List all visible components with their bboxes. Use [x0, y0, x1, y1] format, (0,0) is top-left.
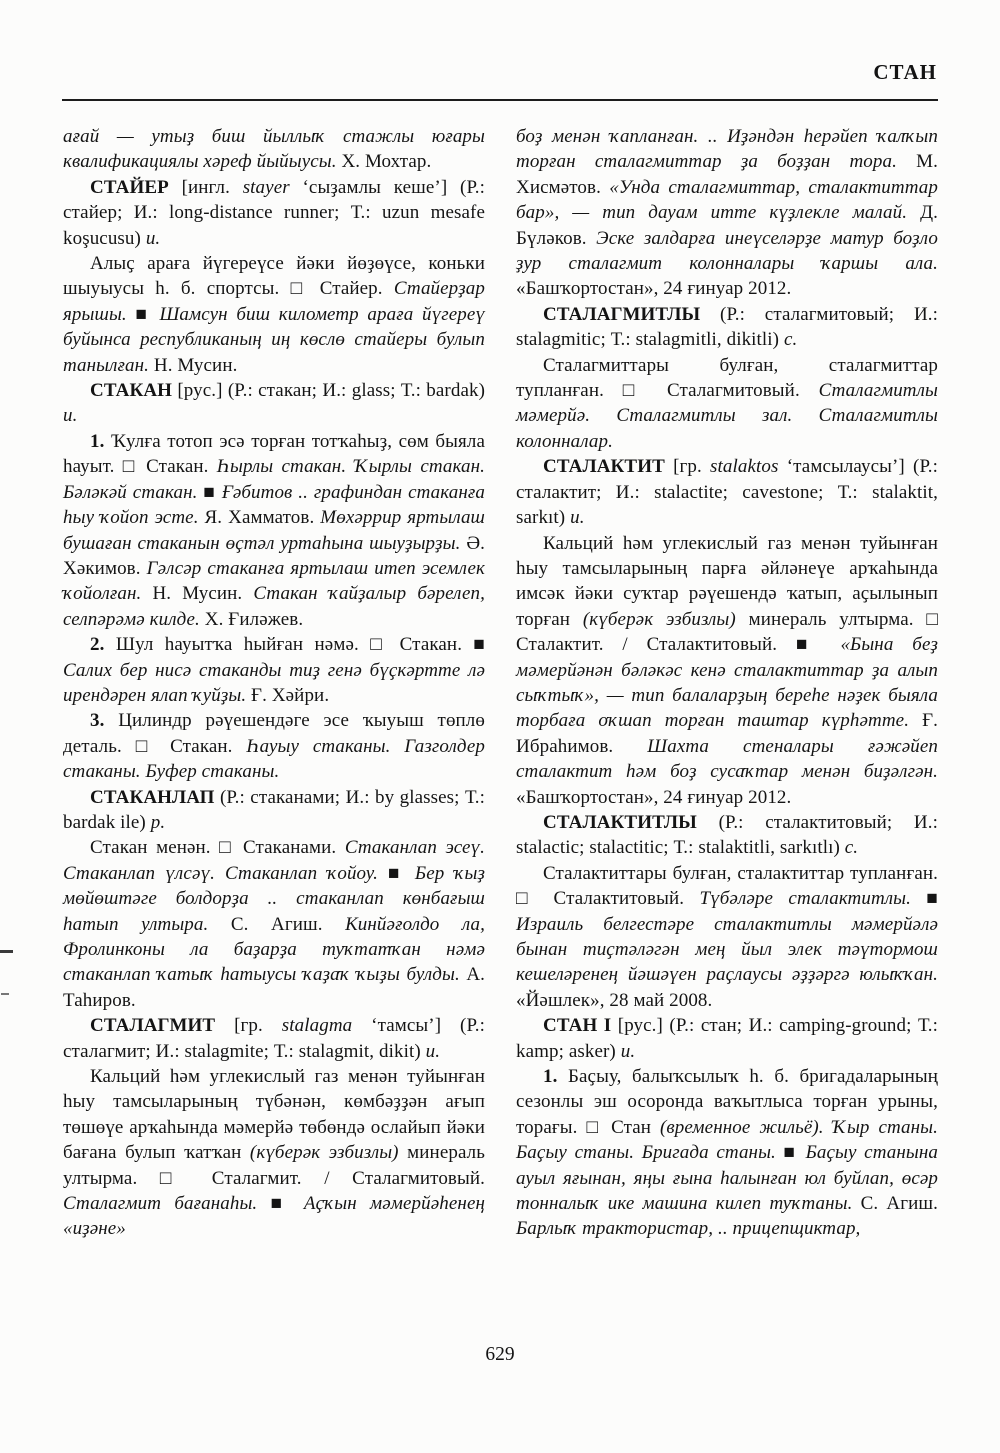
text-segment: С. Агиш.: [230, 913, 346, 935]
text-segment: и.: [145, 227, 161, 249]
entry-paragraph: [63, 175, 485, 251]
text-segment: Израиль белгестәре сталактитлы мәмерйәлә бынан тиҫтәләгән мең йыл элек тәүтормош кешеләренең йәшәүен раҫлаусы әҙҙәргә юлыҡҡан.: [516, 913, 938, 986]
text-segment: Стакан ҡайҙалыр бәрелеп, селпәрәмә килде.: [63, 583, 486, 630]
text-segment: [ингл.: [181, 176, 243, 198]
text-segment: и.: [570, 507, 585, 529]
text-segment: Сталактиттары булған, сталактиттар тупланған. □ Сталактитовый.: [516, 862, 938, 910]
text-segment: [гр.: [234, 1015, 282, 1037]
text-segment: [гр.: [673, 456, 711, 478]
text-segment: С. Агиш.: [860, 1193, 938, 1215]
text-segment: Түбәләре сталактитлы.: [699, 888, 927, 910]
text-segment: Сталагмитлы мәмерйә. Сталагмитлы зал. Сталагмитлы колонналар.: [516, 380, 938, 452]
entry-paragraph: [63, 1013, 485, 1064]
text-segment: [рус.] (Р.: стан; И.: camping-ground; Т.: kamp; asker): [516, 1015, 938, 1062]
text-segment: Шахта стеналары ғәжәйеп сталактит һәм боҙ сусаҡтар менән биҙәлгән.: [516, 735, 938, 783]
text-segment: Барлыҡ трактористар, .. прицепщиктар,: [516, 1218, 861, 1240]
left-column: [63, 124, 485, 1242]
entry-paragraph: [516, 861, 938, 1013]
text-segment: 3.: [90, 710, 119, 732]
text-segment: Бер ҡыҙ мөйөштәге болдорҙа .. стаканлап көнбағыш һатып ултыра.: [63, 862, 485, 935]
text-segment: (Р.: сталактитовый; И.: stalactic; stalactitic; Т.: stalaktitli, sarkıtlı): [516, 811, 938, 859]
entry-paragraph: [63, 429, 485, 632]
entry-paragraph: [63, 785, 485, 836]
text-segment: Сталагмиттары булған, сталагмиттар тупланған. □ Сталагмитовый.: [516, 354, 938, 402]
text-segment: СТАЛАГМИТЛЫ: [543, 303, 721, 325]
text-segment: Шамсун биш километр араға йүгереү буйынса республиканың иң көслө стайеры булып танылған.: [63, 303, 485, 376]
text-segment: Х. Ғиләжев.: [204, 608, 304, 630]
text-segment: ■: [783, 1142, 806, 1164]
text-segment: Ғ. Хәйри.: [251, 684, 330, 706]
text-segment: Кальций һәм углекислый газ менән туйынған һыу тамсыларының парға әйләнеүе арҡаһында имсәк йәки суҡтар рәүешендә ҡатып, аҫылынып торған: [516, 532, 938, 630]
text-segment: (Р.: стаканами; И.: by glasses; Т.: bardak ile): [63, 786, 485, 833]
right-column: [516, 124, 938, 1242]
text-segment: Гәлсәр стаканға яртылаш итеп эсемлек ҡойолған.: [63, 557, 485, 605]
entry-paragraph: [516, 531, 938, 810]
text-segment: Цилиндр рәүешендәге эсе ҡыуыш төплө деталь. □ Стакан.: [63, 710, 485, 757]
text-segment: Һырлы стакан. Ҡырлы стакан. Бәләкәй стакан.: [63, 456, 485, 503]
text-segment: stalaktos: [710, 456, 787, 478]
text-segment: М. Хисмәтов.: [516, 151, 938, 198]
text-segment: (Р.: сталагмитовый; И.: stalagmitic; Т.: stalagmitli, dikitli): [516, 303, 938, 351]
running-head: [63, 60, 937, 85]
text-segment: и.: [620, 1040, 636, 1062]
text-segment: и.: [63, 405, 78, 427]
text-segment: ■: [135, 303, 160, 325]
text-segment: Мөхәррир яртылаш бушаған стаканын өҫтәл уртаһына шыуҙырҙы.: [63, 507, 485, 554]
text-segment: Баҫыу станына ауыл яғынан, яңы ғына һалынған юл буйлап, өсәр тонналыҡ ике машина килеп туҡтаны.: [516, 1142, 938, 1215]
text-segment: ■: [926, 888, 938, 910]
text-segment: ‘тамсылаусы’] (Р.: сталактит; И.: stalactite; cavestone; Т.: stalaktit, sarkıt): [516, 456, 938, 529]
page-number: 629: [485, 1344, 515, 1365]
text-segment: Н. Мусин.: [152, 583, 254, 605]
entry-paragraph: [63, 251, 485, 378]
text-segment: р.: [150, 811, 166, 833]
margin-artifact-dash-small: [1, 993, 9, 995]
text-segment: «Унда сталагмиттар, сталактиттар бар», — тип дауам итте күҙлекле малай.: [516, 176, 938, 224]
text-segment: СТАН I: [543, 1015, 618, 1037]
text-segment: stalagma: [281, 1015, 372, 1037]
text-segment: Салих бер нисә стаканды тиҙ генә бүҫкәртте лә ирендәрен ялап ҡуйҙы.: [63, 659, 485, 706]
text-segment: СТАКАНЛАП: [90, 786, 220, 808]
text-segment: Баҫыу, балыҡсылыҡ һ. б. бригадаларының сезонлы эш осоронда ваҡытлыса торған урыны, торағы. □ Стан: [516, 1066, 938, 1138]
text-segment: Н. Мусин.: [153, 354, 238, 376]
text-segment: Шул һауытҡа һыйған нәмә. □ Стакан. ■: [115, 634, 485, 656]
text-segment: Стаканлап эсеү. Стаканлап үлсәү. Стаканлап ҡойоу.: [63, 837, 485, 884]
entry-paragraph: [63, 1064, 485, 1242]
margin-artifact-dash: [0, 950, 13, 953]
text-segment: с.: [844, 837, 859, 859]
text-segment: 2.: [90, 634, 116, 656]
text-segment: 1.: [543, 1066, 568, 1088]
text-segment: 1.: [90, 430, 111, 452]
entry-paragraph: [63, 632, 485, 708]
text-segment: Кинйәғолдо ла, Фролинконы ла баҙарҙа туҡтатҡан нәмә стаканлап ҡатыҡ һатыусы ҡаҙаҡ ҡыҙы булды.: [63, 913, 485, 986]
text-segment: Д. Бүләков.: [516, 202, 938, 249]
text-segment: СТАКАН: [90, 380, 178, 402]
text-segment: минераль ултырма. □ Сталагмит. / Сталагмитовый.: [63, 1142, 485, 1189]
text-segment: (күберәк эзбизлы): [249, 1142, 408, 1164]
text-segment: [рус.] (Р.: стакан; И.: glass; Т.: bardak): [177, 380, 486, 402]
entry-paragraph: [516, 124, 938, 302]
text-segment: Стакан менән. □ Стаканами.: [90, 837, 345, 859]
running-head-title: СТАН: [873, 60, 937, 84]
text-segment: stayer: [242, 176, 303, 198]
text-segment: (временное жильё). Ҡыр станы. Баҫыу станы. Бригада станы.: [516, 1116, 938, 1164]
text-segment: ‘сыҙамлы кеше’] (Р.: стайер; И.: long-distance runner; Т.: uzun mesafe koşucusu): [63, 176, 485, 249]
entry-paragraph: [63, 124, 485, 175]
entry-paragraph: [516, 810, 938, 861]
text-segment: «Башҡортостан», 24 ғинуар 2012.: [516, 786, 792, 808]
text-segment: Кальций һәм углекислый газ менән туйынған һыу тамсыларының түбәнән, көмбәҙҙән ағып төшөүе арҡаһында мәмерйә төбөндә ослайып йәки бағана булып ҡатҡан: [63, 1066, 485, 1164]
text-segment: «Башҡортостан», 24 ғинуар 2012.: [516, 278, 792, 300]
text-segment: СТАЛАКТИТ: [543, 456, 674, 478]
text-segment: Стайерҙар ярышы.: [63, 278, 485, 325]
text-segment: СТАЛАГМИТ: [90, 1015, 235, 1037]
text-segment: (күберәк эзбизлы): [582, 608, 749, 630]
text-segment: ағай — утыҙ биш йыллыҡ стажлы юғары квалификациялы хәреф йыйыусы.: [63, 126, 485, 173]
text-segment: Аҫҡын мәмерйәһенең «иҙәне»: [63, 1193, 486, 1240]
text-segment: Х. Мохтар.: [341, 151, 432, 173]
entry-paragraph: [516, 1013, 938, 1064]
entry-paragraph: [63, 378, 485, 429]
text-segment: ‘тамсы’] (Р.: сталагмит; И.: stalagmite; Т.: stalagmit, dikit): [63, 1015, 486, 1062]
text-segment: Эске залдарға инеүселәрҙе матур боҙло ҙур сталагмит колонналары ҡаршы ала.: [516, 227, 938, 275]
text-segment: Ҡулға тотоп эсә торған тотҡаһыҙ, сөм быяла һауыт. □ Стакан.: [63, 430, 485, 478]
text-segment: Сталагмит бағанаһы.: [63, 1193, 271, 1215]
text-segment: Я. Хамматов.: [204, 507, 321, 529]
entry-paragraph: [516, 1064, 938, 1242]
entry-paragraph: [516, 454, 938, 530]
entry-paragraph: [516, 302, 938, 353]
text-segment: боҙ менән ҡапланған. .. Иҙәндән һерәйеп ҡалҡып торған сталагмиттар ҙа боҙҙан тора.: [516, 126, 938, 173]
text-segment: минераль ултырма. □ Сталактит. / Сталактитовый. ■: [516, 608, 939, 656]
text-segment: СТАЙЕР: [90, 176, 182, 198]
text-segment: «Йәшлек», 28 май 2008.: [516, 989, 713, 1011]
text-segment: А. Таһиров.: [63, 964, 485, 1011]
text-segment: Ғәбитов .. графиндан стаканға һыу ҡойоп эсте.: [63, 481, 486, 529]
text-columns: [63, 124, 939, 1242]
text-segment: Ә. Хәкимов.: [63, 532, 485, 579]
entry-paragraph: [63, 708, 485, 784]
entry-paragraph: [516, 353, 938, 455]
text-segment: ■: [203, 481, 222, 503]
text-segment: Ғ. Ибраһимов.: [516, 710, 938, 757]
header-rule: [62, 99, 938, 101]
text-segment: ■: [388, 862, 415, 884]
text-segment: Һауыу стаканы. Газголдер стаканы. Буфер стаканы.: [63, 735, 485, 783]
text-segment: с.: [783, 329, 798, 351]
text-segment: и.: [425, 1040, 441, 1062]
text-segment: СТАЛАКТИТЛЫ: [543, 811, 719, 833]
text-segment: ■: [270, 1193, 304, 1215]
text-segment: Алыҫ араға йүгереүсе йәки йөҙөүсе, коньки шыуыусы һ. б. спортсы. □ Стайер.: [63, 253, 485, 300]
text-segment: «Бына беҙ мәмерйәнән бәләкәс кенә сталактиттар ҙа алып сыҡтыҡ», — тип балаларҙың береһе нәҙек быяла торбаға оҡшап торған таштар күрһәтте.: [516, 634, 938, 732]
entry-paragraph: [63, 835, 485, 1013]
